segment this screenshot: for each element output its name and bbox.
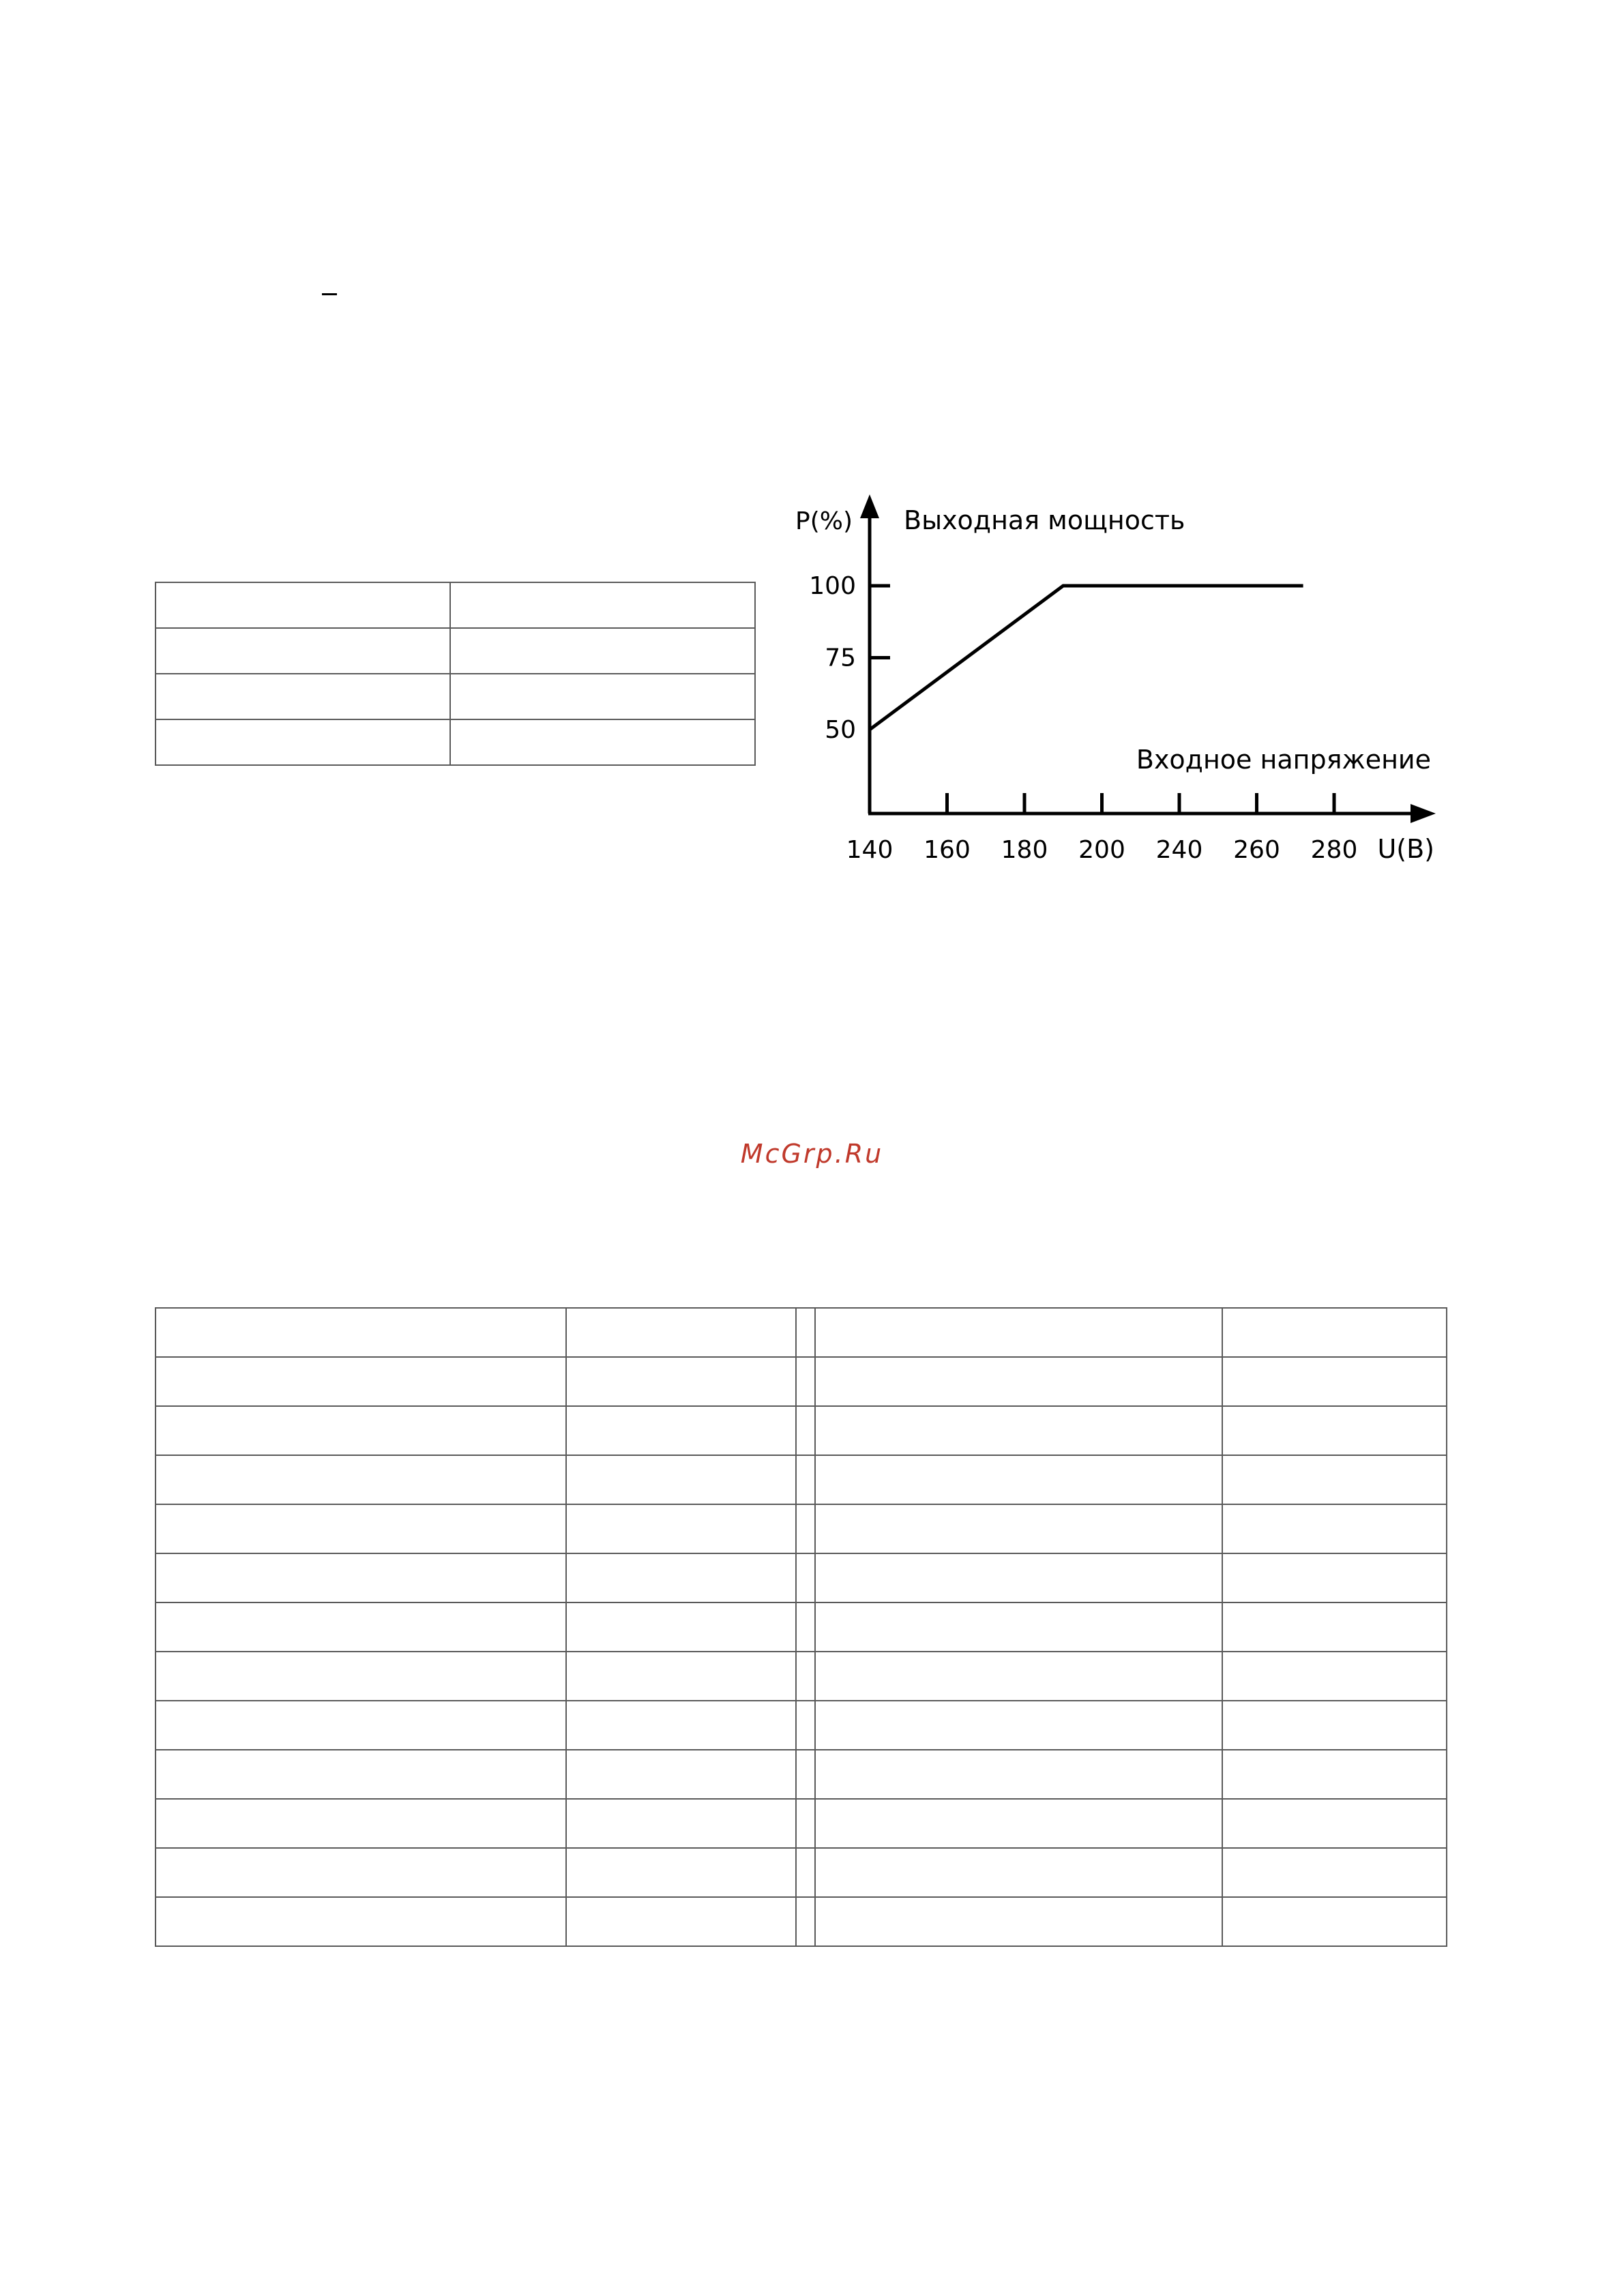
x-tick-label: 240: [1155, 836, 1203, 864]
large-table-row: [156, 1652, 1447, 1701]
y-tick-label: 100: [809, 572, 856, 600]
large-table-row: [156, 1553, 1447, 1602]
large-table-row: [156, 1750, 1447, 1799]
large-table-cell: [156, 1848, 566, 1897]
x-axis-annotation: Входное напряжение: [1136, 745, 1431, 775]
large-table-row: [156, 1406, 1447, 1455]
large-table-cell: [156, 1553, 566, 1602]
large-table-cell: [566, 1602, 796, 1652]
large-table-cell: [1222, 1750, 1447, 1799]
y-tick-label: 50: [825, 716, 856, 744]
large-table-cell: [566, 1799, 796, 1848]
small-table-cell: [156, 628, 450, 674]
large-table-cell: [156, 1602, 566, 1652]
x-tick-label: 280: [1310, 836, 1358, 864]
x-tick-label: 200: [1078, 836, 1125, 864]
x-axis-unit: U(B): [1377, 834, 1434, 864]
large-table-cell: [796, 1553, 815, 1602]
large-table-cell: [796, 1406, 815, 1455]
watermark: McGrp.Ru: [740, 1139, 884, 1169]
large-table-row: [156, 1308, 1447, 1357]
large-table-cell: [796, 1701, 815, 1750]
large-table-cell: [1222, 1553, 1447, 1602]
small-table-row: [156, 628, 755, 674]
large-table-cell: [815, 1357, 1222, 1406]
small-table-cell: [450, 719, 755, 765]
large-table-cell: [796, 1652, 815, 1701]
large-table-cell: [796, 1848, 815, 1897]
large-table-cell: [156, 1897, 566, 1946]
small-table-row: [156, 719, 755, 765]
y-tick-label: 75: [825, 644, 856, 672]
small-table-cell: [450, 674, 755, 719]
large-table-cell: [566, 1455, 796, 1504]
large-table-cell: [1222, 1652, 1447, 1701]
large-table-cell: [156, 1750, 566, 1799]
large-table: [155, 1307, 1447, 1947]
small-table: [155, 582, 756, 766]
large-table-cell: [815, 1750, 1222, 1799]
small-table-cell: [156, 719, 450, 765]
large-table-cell: [566, 1897, 796, 1946]
large-table-cell: [566, 1406, 796, 1455]
large-table-cell: [1222, 1455, 1447, 1504]
large-table-cell: [815, 1701, 1222, 1750]
large-table-cell: [566, 1357, 796, 1406]
large-table-cell: [796, 1455, 815, 1504]
large-table-cell: [1222, 1701, 1447, 1750]
large-table-cell: [815, 1602, 1222, 1652]
large-table-row: [156, 1701, 1447, 1750]
large-table-cell: [796, 1602, 815, 1652]
large-table-cell: [156, 1652, 566, 1701]
small-table-cell: [450, 582, 755, 628]
large-table-cell: [796, 1504, 815, 1553]
x-tick-label: 180: [1001, 836, 1048, 864]
large-table-cell: [566, 1504, 796, 1553]
large-table-cell: [815, 1406, 1222, 1455]
large-table-cell: [796, 1799, 815, 1848]
large-table-cell: [815, 1652, 1222, 1701]
large-table-cell: [815, 1799, 1222, 1848]
small-table-cell: [156, 674, 450, 719]
large-table-cell: [156, 1406, 566, 1455]
large-table-cell: [796, 1357, 815, 1406]
y-axis-label: P(%): [795, 507, 853, 535]
large-table-cell: [156, 1504, 566, 1553]
large-table-cell: [796, 1308, 815, 1357]
small-table-cell: [450, 628, 755, 674]
large-table-cell: [1222, 1799, 1447, 1848]
small-table-cell: [156, 582, 450, 628]
dash-mark: [322, 293, 337, 295]
large-table-cell: [156, 1357, 566, 1406]
large-table-cell: [1222, 1504, 1447, 1553]
large-table-row: [156, 1897, 1447, 1946]
large-table-cell: [1222, 1602, 1447, 1652]
large-table-cell: [566, 1308, 796, 1357]
large-table-cell: [815, 1897, 1222, 1946]
large-table-cell: [796, 1897, 815, 1946]
series-line: [870, 586, 1303, 730]
y-axis-arrow: [860, 494, 879, 518]
large-table-cell: [156, 1455, 566, 1504]
power-voltage-chart: [778, 491, 1446, 873]
small-table-row: [156, 582, 755, 628]
x-tick-label: 160: [924, 836, 971, 864]
large-table-cell: [815, 1504, 1222, 1553]
large-table-cell: [566, 1848, 796, 1897]
large-table-row: [156, 1799, 1447, 1848]
large-table-cell: [156, 1799, 566, 1848]
large-table-cell: [815, 1308, 1222, 1357]
large-table-cell: [566, 1553, 796, 1602]
x-tick-label: 140: [846, 836, 894, 864]
large-table-cell: [815, 1553, 1222, 1602]
large-table-row: [156, 1357, 1447, 1406]
large-table-cell: [1222, 1308, 1447, 1357]
large-table-cell: [1222, 1848, 1447, 1897]
large-table-row: [156, 1455, 1447, 1504]
x-axis-arrow: [1411, 804, 1436, 823]
large-table-cell: [815, 1848, 1222, 1897]
small-table-row: [156, 674, 755, 719]
large-table-cell: [815, 1455, 1222, 1504]
large-table-cell: [796, 1750, 815, 1799]
chart-title: Выходная мощность: [904, 505, 1185, 535]
large-table-cell: [566, 1750, 796, 1799]
large-table-cell: [566, 1652, 796, 1701]
large-table-cell: [156, 1308, 566, 1357]
large-table-cell: [156, 1701, 566, 1750]
large-table-row: [156, 1504, 1447, 1553]
large-table-row: [156, 1602, 1447, 1652]
large-table-cell: [1222, 1406, 1447, 1455]
large-table-cell: [1222, 1357, 1447, 1406]
x-tick-label: 260: [1233, 836, 1280, 864]
large-table-cell: [1222, 1897, 1447, 1946]
large-table-cell: [566, 1701, 796, 1750]
large-table-row: [156, 1848, 1447, 1897]
